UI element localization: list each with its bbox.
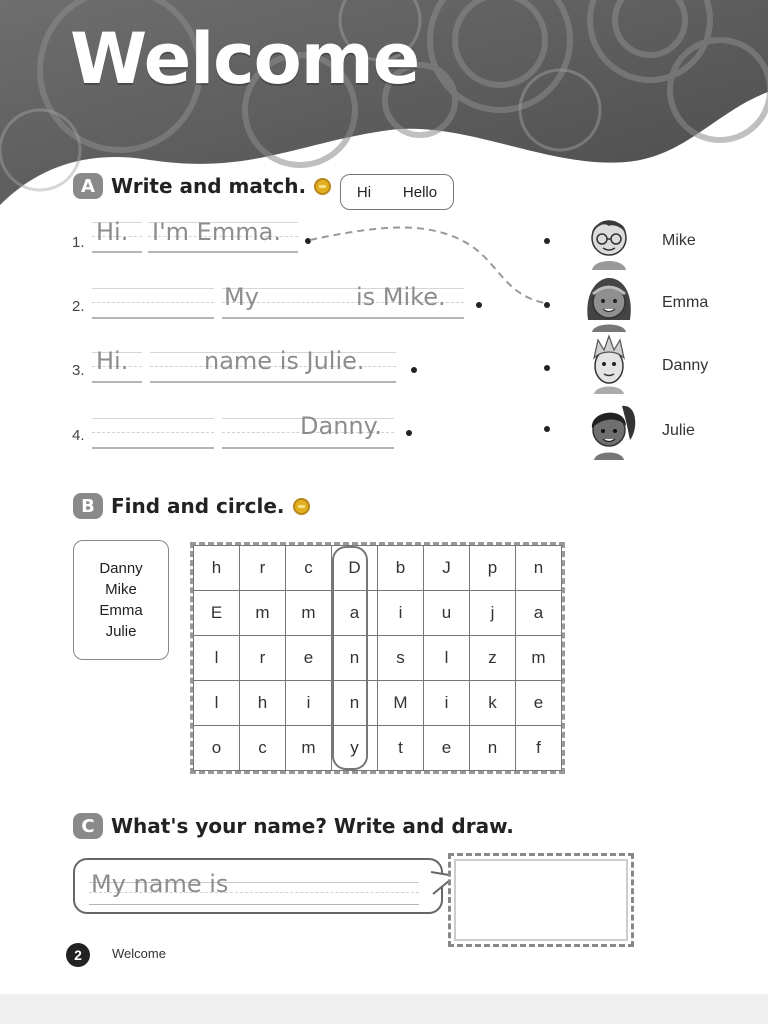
grid-letter-cell[interactable]: t xyxy=(378,726,424,771)
grid-letter-cell[interactable]: n xyxy=(516,546,562,591)
grid-letter-cell[interactable]: r xyxy=(240,546,286,591)
grid-letter-cell[interactable]: e xyxy=(286,636,332,681)
item-number: 2. xyxy=(72,298,85,315)
item-number: 1. xyxy=(72,234,85,251)
match-dot[interactable] xyxy=(544,365,550,371)
grid-letter-cell[interactable]: m xyxy=(286,591,332,636)
section-a-badge: A xyxy=(73,173,103,199)
grid-row xyxy=(194,681,562,726)
word-bank-box xyxy=(340,174,454,210)
item-number: 3. xyxy=(72,362,85,379)
name-prompt-text: My name is xyxy=(91,870,229,898)
grid-letter-cell[interactable]: l xyxy=(194,681,240,726)
grid-letter-cell[interactable]: e xyxy=(516,681,562,726)
match-dot[interactable] xyxy=(544,302,550,308)
grid-letter-cell[interactable]: i xyxy=(424,681,470,726)
grid-row xyxy=(194,591,562,636)
grid-letter-cell[interactable]: h xyxy=(240,681,286,726)
match-dot[interactable] xyxy=(406,430,412,436)
name-list-item: Danny xyxy=(99,560,143,577)
drawing-box[interactable] xyxy=(448,853,634,947)
character-name: Mike xyxy=(662,232,696,249)
handwriting-text: My xyxy=(224,283,259,311)
example-match-line xyxy=(300,225,560,315)
match-dot[interactable] xyxy=(544,426,550,432)
grid-letter-cell[interactable]: a xyxy=(516,591,562,636)
section-b-badge: B xyxy=(73,493,103,519)
section-b-title: Find and circle. xyxy=(111,494,285,518)
word-search-grid xyxy=(190,542,565,774)
grid-letter-cell[interactable]: m xyxy=(516,636,562,681)
character-name: Emma xyxy=(662,294,709,311)
grid-letter-cell[interactable]: b xyxy=(378,546,424,591)
item-number: 4. xyxy=(72,427,85,444)
section-b-heading xyxy=(73,493,310,519)
grid-letter-cell[interactable]: E xyxy=(194,591,240,636)
grid-letter-cell[interactable]: k xyxy=(470,681,516,726)
grid-letter-cell[interactable]: D xyxy=(332,546,378,591)
grid-letter-cell[interactable]: p xyxy=(470,546,516,591)
writing-line[interactable] xyxy=(92,418,214,449)
example-circle-danny xyxy=(332,546,368,770)
page-title: Welcome xyxy=(70,18,420,100)
name-list-item: Julie xyxy=(105,623,137,640)
girl-with-headband-icon xyxy=(582,272,636,332)
character-name: Julie xyxy=(662,422,695,439)
grid-letter-cell[interactable]: j xyxy=(470,591,516,636)
grid-letter-cell[interactable]: i xyxy=(378,591,424,636)
grid-letter-cell[interactable]: l xyxy=(194,636,240,681)
grid-letter-cell[interactable]: l xyxy=(424,636,470,681)
handwriting-text: Hi. xyxy=(96,347,129,375)
grid-letter-cell[interactable]: y xyxy=(332,726,378,771)
word-bank-word: Hi xyxy=(356,183,372,201)
handwriting-text: Danny. xyxy=(300,412,383,440)
section-c-badge: C xyxy=(73,813,103,839)
speech-bubble[interactable] xyxy=(73,858,443,914)
handwriting-text: I'm Emma. xyxy=(152,218,281,246)
girl-ponytail-icon xyxy=(582,400,636,460)
grid-letter-cell[interactable]: n xyxy=(332,681,378,726)
section-c-heading xyxy=(73,813,514,839)
page-number-badge: 2 xyxy=(66,943,90,967)
grid-letter-cell[interactable]: i xyxy=(286,681,332,726)
handwriting-text: is Mike. xyxy=(356,283,446,311)
grid-letter-cell[interactable]: o xyxy=(194,726,240,771)
boy-spiky-hair-icon xyxy=(582,334,636,394)
grid-letter-cell[interactable]: M xyxy=(378,681,424,726)
grid-letter-cell[interactable]: J xyxy=(424,546,470,591)
match-dot[interactable] xyxy=(544,238,550,244)
audio-coin-icon[interactable] xyxy=(293,498,310,515)
grid-letter-cell[interactable]: n xyxy=(470,726,516,771)
grid-letter-cell[interactable]: e xyxy=(424,726,470,771)
name-list-box xyxy=(73,540,169,660)
writing-line[interactable] xyxy=(92,288,214,319)
grid-letter-cell[interactable]: a xyxy=(332,591,378,636)
grid-letter-cell[interactable]: m xyxy=(240,591,286,636)
word-search-table xyxy=(193,545,562,771)
grid-row xyxy=(194,636,562,681)
match-dot[interactable] xyxy=(411,367,417,373)
name-list-item: Emma xyxy=(99,602,143,619)
grid-row xyxy=(194,546,562,591)
grid-letter-cell[interactable]: c xyxy=(240,726,286,771)
grid-letter-cell[interactable]: r xyxy=(240,636,286,681)
handwriting-text: Hi. xyxy=(96,218,129,246)
name-list-item: Mike xyxy=(105,581,137,598)
section-a-heading xyxy=(73,173,331,199)
grid-letter-cell[interactable]: f xyxy=(516,726,562,771)
word-bank-word: Hello xyxy=(402,183,438,201)
grid-letter-cell[interactable]: c xyxy=(286,546,332,591)
grid-letter-cell[interactable]: u xyxy=(424,591,470,636)
grid-letter-cell[interactable]: z xyxy=(470,636,516,681)
section-c-title: What's your name? Write and draw. xyxy=(111,814,514,838)
audio-coin-icon[interactable] xyxy=(314,178,331,195)
boy-with-glasses-icon xyxy=(582,210,636,270)
grid-letter-cell[interactable]: h xyxy=(194,546,240,591)
grid-row xyxy=(194,726,562,771)
grid-letter-cell[interactable]: m xyxy=(286,726,332,771)
handwriting-text: name is Julie. xyxy=(204,347,365,375)
character-name: Danny xyxy=(662,357,709,374)
grid-letter-cell[interactable]: n xyxy=(332,636,378,681)
grid-letter-cell[interactable]: s xyxy=(378,636,424,681)
bottom-strip xyxy=(0,994,768,1024)
footer-label: Welcome xyxy=(112,946,166,961)
section-a-title: Write and match. xyxy=(111,174,307,198)
